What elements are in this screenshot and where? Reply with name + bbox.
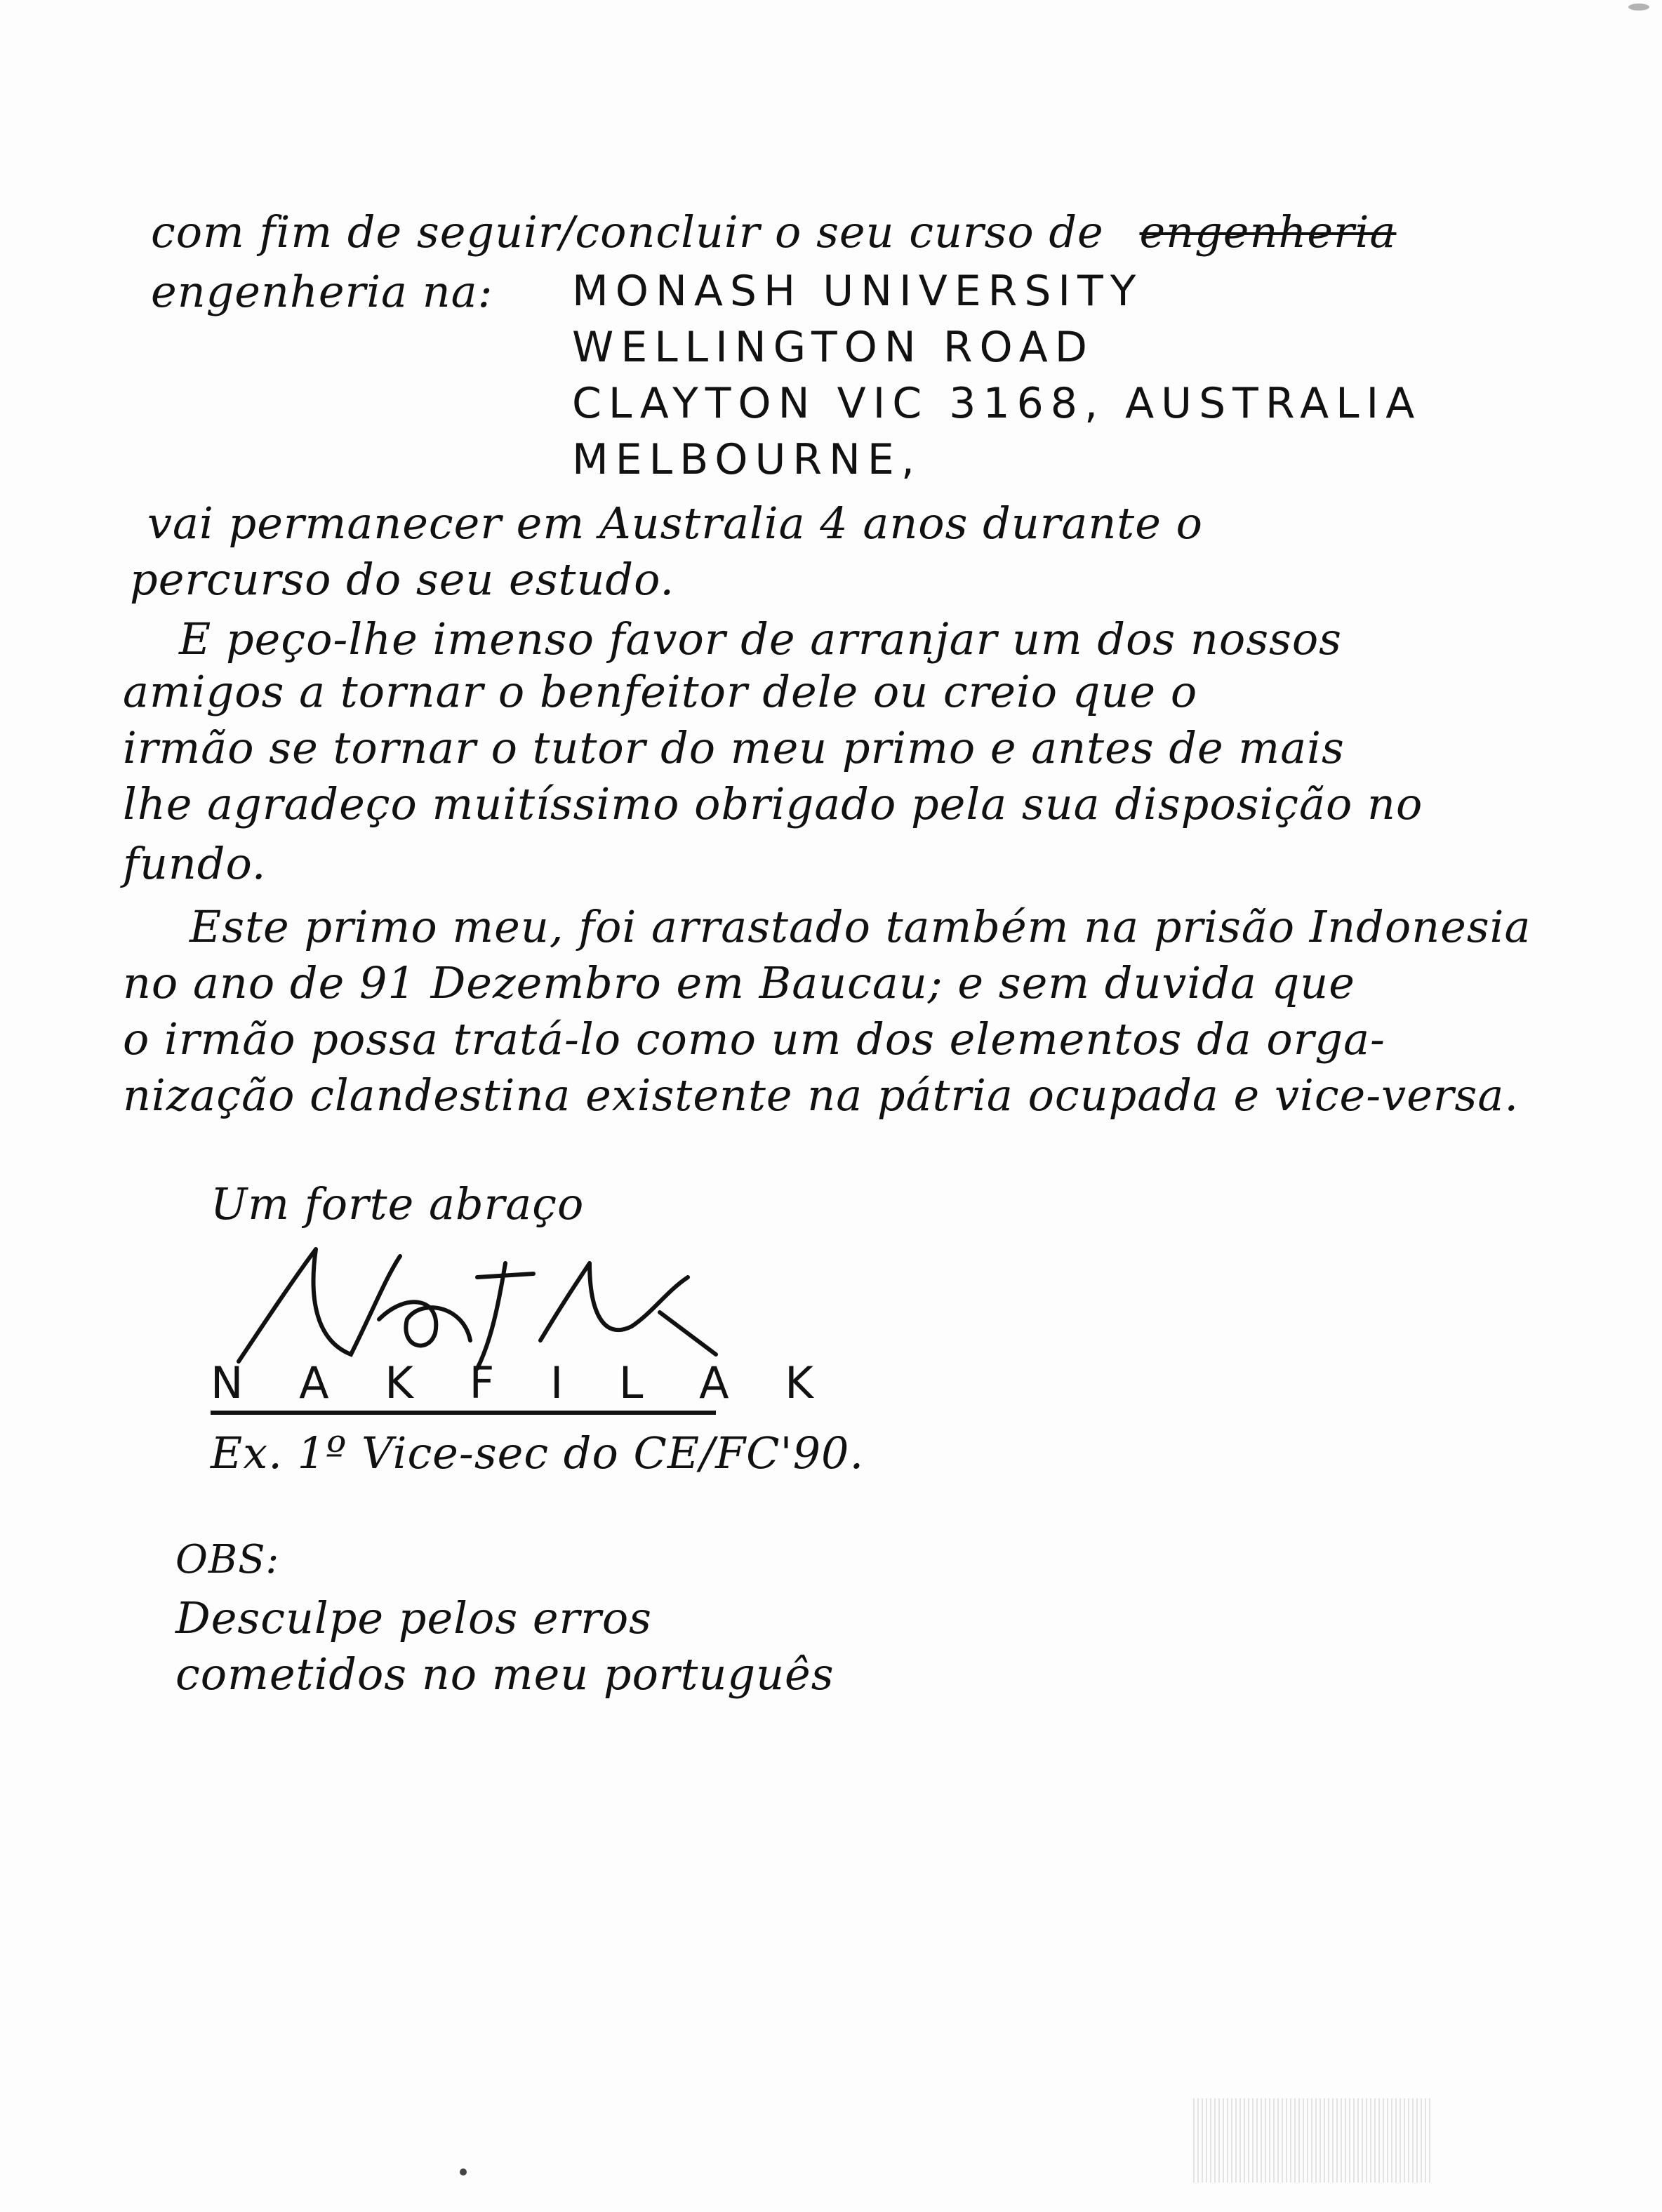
signature-title: Ex. 1º Vice-sec do CE/FC'90. xyxy=(211,1427,865,1479)
obs-line: cometidos no meu português xyxy=(175,1648,835,1700)
scan-smudge xyxy=(1193,2098,1432,2183)
letter-line-1 xyxy=(151,206,1397,258)
obs-line: Desculpe pelos erros xyxy=(175,1592,652,1644)
body-line: irmão se tornar o tutor do meu primo e antes de mais xyxy=(123,722,1345,773)
letter-line-2-text: engenheria na: xyxy=(151,266,493,317)
body-line: E peço-lhe imenso favor de arranjar um dos nossos xyxy=(179,613,1342,665)
body-line: amigos a tornar o benfeitor dele ou creio que o xyxy=(123,666,1198,717)
body-line: no ano de 91 Dezembro em Baucau; e sem duvida que xyxy=(123,957,1355,1008)
scan-speck xyxy=(1628,4,1649,11)
letter-line-2 xyxy=(151,266,493,317)
body-line: o irmão possa tratá-lo como um dos elementos da orga- xyxy=(123,1013,1385,1065)
body-line: fundo. xyxy=(123,838,267,889)
address-line-1: MONASH UNIVERSITY xyxy=(572,267,1143,316)
body-line: Este primo meu, foi arrastado também na prisão Indonesia xyxy=(190,901,1531,952)
obs-label: OBS: xyxy=(175,1537,280,1583)
closing-line: Um forte abraço xyxy=(211,1178,585,1230)
signature-name: N A K F I L A K xyxy=(211,1357,835,1408)
struck-word: engenheria xyxy=(1139,206,1397,258)
scan-speck xyxy=(460,2168,467,2176)
body-line: percurso do seu estudo. xyxy=(130,554,675,605)
signature-underline xyxy=(211,1411,716,1415)
body-line: lhe agradeço muitíssimo obrigado pela sua disposição no xyxy=(123,778,1423,830)
body-line: nização clandestina existente na pátria ocupada e vice-versa. xyxy=(123,1070,1520,1121)
body-line: vai permanecer em Australia 4 anos durante o xyxy=(147,498,1203,549)
address-line-3: CLAYTON VIC 3168, AUSTRALIA xyxy=(572,379,1422,428)
address-line-4: MELBOURNE, xyxy=(572,435,922,484)
signature-scribble xyxy=(211,1235,772,1375)
address-line-2: WELLINGTON ROAD xyxy=(572,323,1094,372)
letter-line-1-text: com fim de seguir/concluir o seu curso de xyxy=(151,206,1104,258)
